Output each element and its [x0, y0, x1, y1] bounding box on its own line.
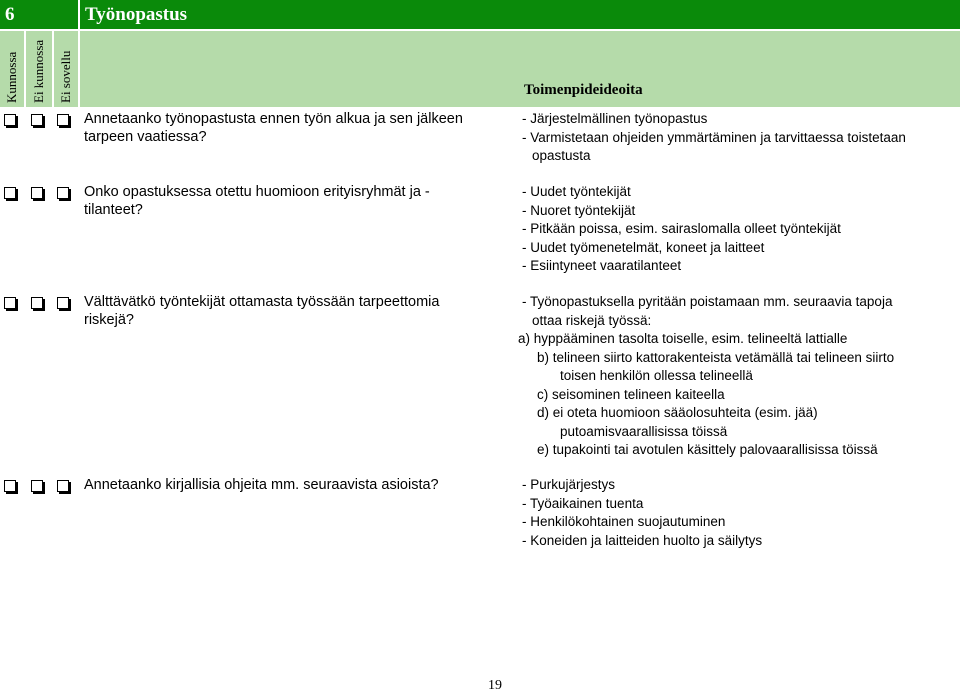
- idea-line: - Uudet työmenetelmät, koneet ja laitteet: [522, 239, 765, 255]
- idea-line: - Pitkään poissa, esim. sairaslomalla olleet työntekijät: [522, 221, 841, 236]
- ideas-list: [518, 293, 952, 460]
- checkbox-kunnossa[interactable]: [4, 480, 16, 492]
- ideas-header: Toimenpideideoita: [524, 82, 643, 98]
- checkbox-ei-kunnossa[interactable]: [31, 187, 43, 199]
- idea-line: - Uudet työntekijät: [522, 184, 631, 199]
- header-cell-ideas: [80, 31, 960, 107]
- idea-line: - Varmistetaan ohjeiden ymmärtäminen ja tarvittaessa toistetaan: [522, 129, 906, 145]
- idea-line: - Työnopastuksella pyritään poistamaan mm. seuraavia tapoja: [522, 294, 893, 309]
- idea-line: putoamisvaarallisissa töissä: [560, 423, 728, 439]
- column-label-kunnossa: Kunnossa: [4, 51, 19, 103]
- idea-line: - Työaikainen tuenta: [522, 495, 644, 511]
- checkbox-kunnossa[interactable]: [4, 187, 16, 199]
- question-text: Välttävätkö työntekijät ottamasta työssään tarpeettomia riskejä?: [84, 294, 440, 328]
- header-cell-ei-sovellu: [54, 31, 78, 107]
- page-number: 19: [488, 678, 502, 693]
- idea-line: - Henkilökohtainen suojautuminen: [522, 514, 726, 529]
- column-label-ei-sovellu: Ei sovellu: [58, 50, 73, 103]
- checkbox-ei-kunnossa[interactable]: [31, 480, 43, 492]
- idea-line: c) seisominen telineen kaiteella: [537, 386, 725, 402]
- idea-line: d) ei oteta huomioon sääolosuhteita (esim. jää): [537, 405, 818, 420]
- idea-line: a) hyppääminen tasolta toiselle, esim. telineeltä lattialle: [518, 331, 848, 346]
- table-header: [0, 31, 960, 107]
- idea-line: - Purkujärjestys: [522, 477, 616, 492]
- ideas-list: [522, 183, 952, 276]
- idea-line: opastusta: [532, 148, 591, 163]
- checkbox-ei-sovellu[interactable]: [57, 480, 69, 492]
- checkbox-ei-sovellu[interactable]: [57, 114, 69, 126]
- column-label-ei-kunnossa: Ei kunnossa: [31, 39, 46, 103]
- section-title-bar: [0, 0, 960, 29]
- idea-line: - Koneiden ja laitteiden huolto ja säilytys: [522, 532, 763, 548]
- checkbox-ei-kunnossa[interactable]: [31, 114, 43, 126]
- checkbox-ei-kunnossa[interactable]: [31, 297, 43, 309]
- idea-line: ottaa riskejä työssä:: [532, 312, 652, 328]
- question-text: Annetaanko kirjallisia ohjeita mm. seuraavista asioista?: [84, 477, 439, 493]
- checkbox-kunnossa[interactable]: [4, 114, 16, 126]
- question-text: Annetaanko työnopastusta ennen työn alkua ja sen jälkeen tarpeen vaatiessa?: [84, 111, 463, 145]
- ideas-list: [522, 110, 952, 166]
- checkbox-ei-sovellu[interactable]: [57, 297, 69, 309]
- header-cell-ei-kunnossa: [26, 31, 52, 107]
- header-cell-kunnossa: [0, 31, 24, 107]
- idea-line: - Nuoret työntekijät: [522, 202, 636, 218]
- question-text: Onko opastuksessa otettu huomioon erityisryhmät ja -tilanteet?: [84, 184, 430, 218]
- section-number: 6: [0, 0, 78, 29]
- idea-line: - Järjestelmällinen työnopastus: [522, 111, 708, 126]
- section-title: Työnopastus: [80, 0, 960, 29]
- idea-line: - Esiintyneet vaaratilanteet: [522, 258, 682, 273]
- checkbox-kunnossa[interactable]: [4, 297, 16, 309]
- idea-line: toisen henkilön ollessa telineellä: [560, 368, 753, 383]
- idea-line: b) telineen siirto kattorakenteista vetämällä tai telineen siirto: [537, 349, 895, 365]
- checkbox-ei-sovellu[interactable]: [57, 187, 69, 199]
- ideas-list: [522, 476, 952, 550]
- idea-line: e) tupakointi tai avotulen käsittely palovaarallisissa töissä: [537, 442, 878, 457]
